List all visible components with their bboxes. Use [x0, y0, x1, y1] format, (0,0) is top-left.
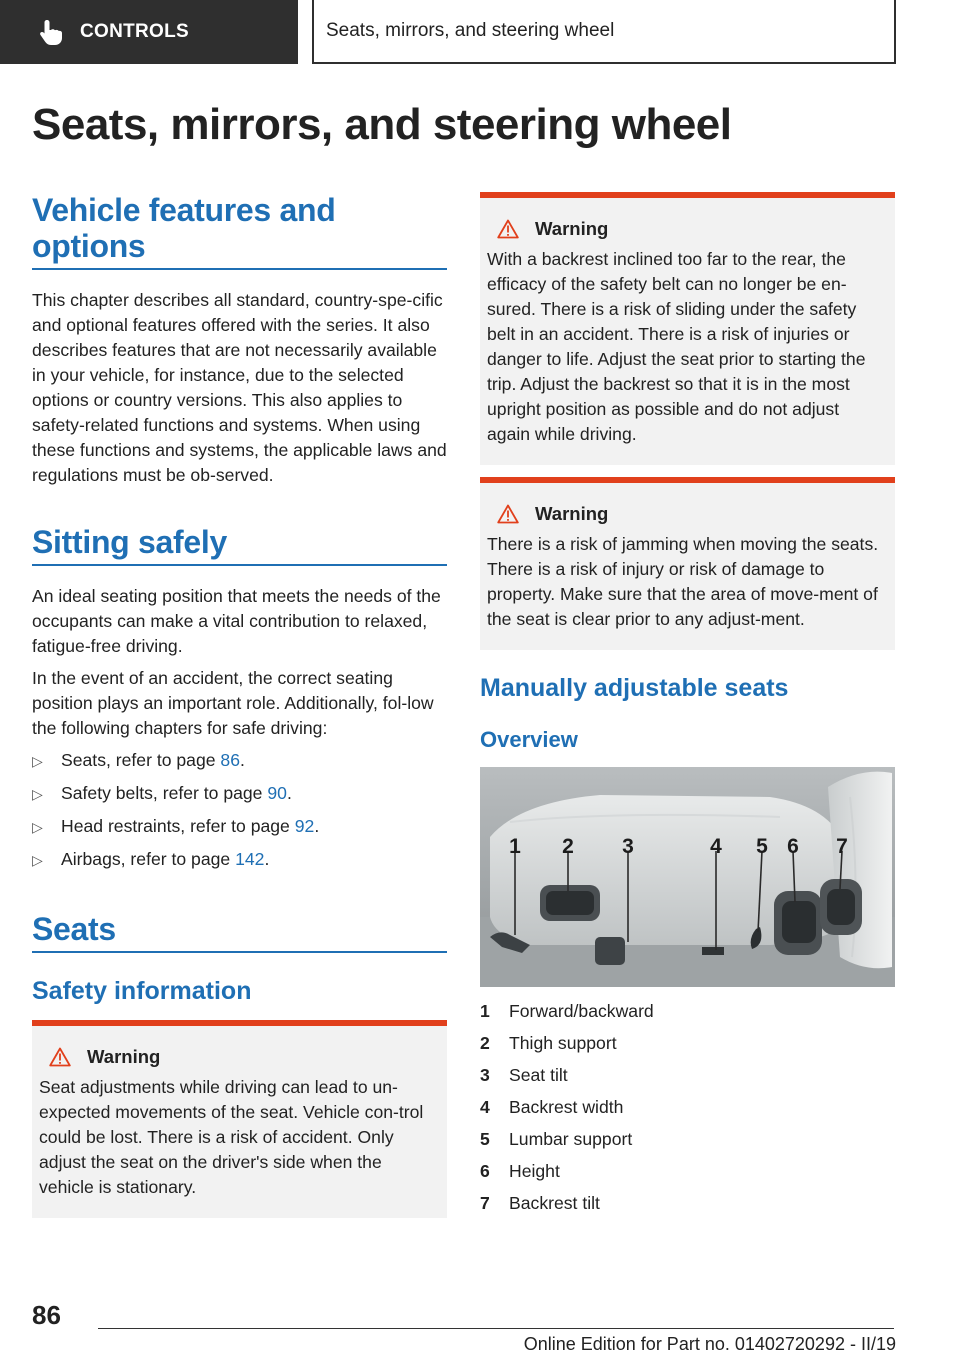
list-item: ▷ Safety belts, refer to page 90. [32, 781, 447, 807]
seats-heading: Seats [32, 911, 447, 953]
callout-5: 5 [756, 835, 768, 858]
list-item-text: Airbags, refer to page [61, 849, 236, 869]
vehicle-features-heading-line1: Vehicle features and [32, 192, 336, 228]
triangle-bullet-icon: ▷ [32, 819, 43, 835]
seat-controls-image [480, 767, 895, 987]
triangle-bullet-icon: ▷ [32, 753, 43, 769]
hand-pointer-icon [36, 17, 66, 47]
legend-number: 7 [480, 1193, 490, 1213]
warning-title [487, 503, 887, 525]
legend-item [480, 1091, 895, 1123]
legend-number: 6 [480, 1161, 490, 1181]
warning-title [487, 218, 887, 240]
list-item: ▷ Airbags, refer to page 142. [32, 847, 447, 873]
sitting-safely-heading: Sitting safely [32, 524, 447, 566]
legend-item [480, 1059, 895, 1091]
reference-list [32, 748, 447, 873]
footer-divider [98, 1328, 894, 1329]
legend-list [480, 995, 895, 1219]
warning-triangle-icon [49, 1047, 71, 1067]
vehicle-features-heading [32, 192, 447, 270]
list-item: ▷ Head restraints, refer to page 92. [32, 814, 447, 840]
legend-item [480, 1123, 895, 1155]
legend-label: Height [509, 1161, 560, 1181]
list-item-text: Head restraints, refer to page [61, 816, 295, 836]
warning-body: There is a risk of jamming when moving the seats. There is a risk of injury or risk of damage to property. Make sure that the area of move-ment of the seat is clear prior to any adjust-ment. [487, 534, 879, 629]
legend-number: 1 [480, 1001, 490, 1021]
warning-body: Seat adjustments while driving can lead to un-expected movements of the seat. Vehicle con-trol could be lost. There is a risk of accident. Only adjust the seat on the driver's side when the vehicle is stationary. [39, 1077, 424, 1197]
legend-item [480, 1027, 895, 1059]
legend-number: 2 [480, 1033, 490, 1053]
left-column [32, 192, 447, 1218]
page-link-142[interactable]: 142 [235, 849, 265, 869]
chapter-tab [312, 0, 896, 64]
safety-information-heading: Safety information [32, 977, 252, 1005]
sitting-safely-para2: In the event of an accident, the correct seating position plays an important role. Additionally, fol-low the following chapters for safe driving: [32, 668, 434, 738]
legend-label: Seat tilt [509, 1065, 568, 1085]
callout-2: 2 [562, 835, 574, 858]
callout-7: 7 [836, 835, 848, 858]
triangle-bullet-icon: ▷ [32, 786, 43, 802]
legend-label: Backrest tilt [509, 1193, 600, 1213]
warning-triangle-icon [497, 504, 519, 524]
list-item-text: Safety belts, refer to page [61, 783, 268, 803]
legend-label: Forward/backward [509, 1001, 654, 1021]
legend-number: 4 [480, 1097, 490, 1117]
warning-title-text: Warning [535, 218, 609, 239]
warning-box [480, 477, 895, 650]
warning-triangle-icon [497, 219, 519, 239]
sitting-safely-para1: An ideal seating position that meets the needs of the occupants can make a vital contribution to relaxed, fatigue-free driving. [32, 586, 441, 656]
warning-box [480, 192, 895, 465]
page-number: 86 [32, 1300, 61, 1330]
callout-3: 3 [622, 835, 634, 858]
right-column [480, 192, 895, 1219]
legend-number: 5 [480, 1129, 490, 1149]
warning-box [32, 1020, 447, 1218]
page-link-86[interactable]: 86 [220, 750, 240, 770]
callout-6: 6 [787, 835, 799, 858]
triangle-bullet-icon: ▷ [32, 852, 43, 868]
section-label: CONTROLS [80, 21, 190, 42]
vehicle-features-body: This chapter describes all standard, country-spe-cific and optional features offered with the series. It also describes features that are not necessarily available in your vehicle, for instance, due to the selected options or country versions. This also applies to safety-related functions and systems. When using these functions and systems, the applicable laws and regulations must be ob-served. [32, 290, 447, 485]
page-title: Seats, mirrors, and steering wheel [32, 100, 732, 149]
warning-title-text: Warning [87, 1046, 161, 1067]
page-link-90[interactable]: 90 [267, 783, 287, 803]
legend-label: Backrest width [509, 1097, 624, 1117]
list-item-text: Seats, refer to page [61, 750, 221, 770]
legend-number: 3 [480, 1065, 490, 1085]
chapter-label: Seats, mirrors, and steering wheel [326, 20, 615, 41]
section-tab [0, 0, 298, 64]
warning-body: With a backrest inclined too far to the rear, the efficacy of the safety belt can no longer be en-sured. There is a risk of sliding under the safety belt in an accident. There is a risk of injuries or danger to life. Adjust the seat prior to starting the trip. Adjust the backrest so that it is in the most upright position as possible and do not adjust again while driving. [487, 249, 866, 444]
manual-seats-heading: Manually adjustable seats [480, 674, 789, 702]
list-item: ▷ Seats, refer to page 86. [32, 748, 447, 774]
legend-item [480, 995, 895, 1027]
legend-item [480, 1155, 895, 1187]
legend-label: Thigh support [509, 1033, 617, 1053]
callout-1: 1 [509, 835, 521, 858]
legend-item [480, 1187, 895, 1219]
callout-4: 4 [710, 835, 722, 858]
edition-note: Online Edition for Part no. 01402720292 - II/19 [523, 1334, 896, 1354]
warning-title [39, 1046, 439, 1068]
overview-heading: Overview [480, 727, 578, 752]
vehicle-features-heading-line2: options [32, 228, 146, 264]
page-link-92[interactable]: 92 [294, 816, 315, 836]
legend-label: Lumbar support [509, 1129, 633, 1149]
warning-title-text: Warning [535, 503, 609, 524]
